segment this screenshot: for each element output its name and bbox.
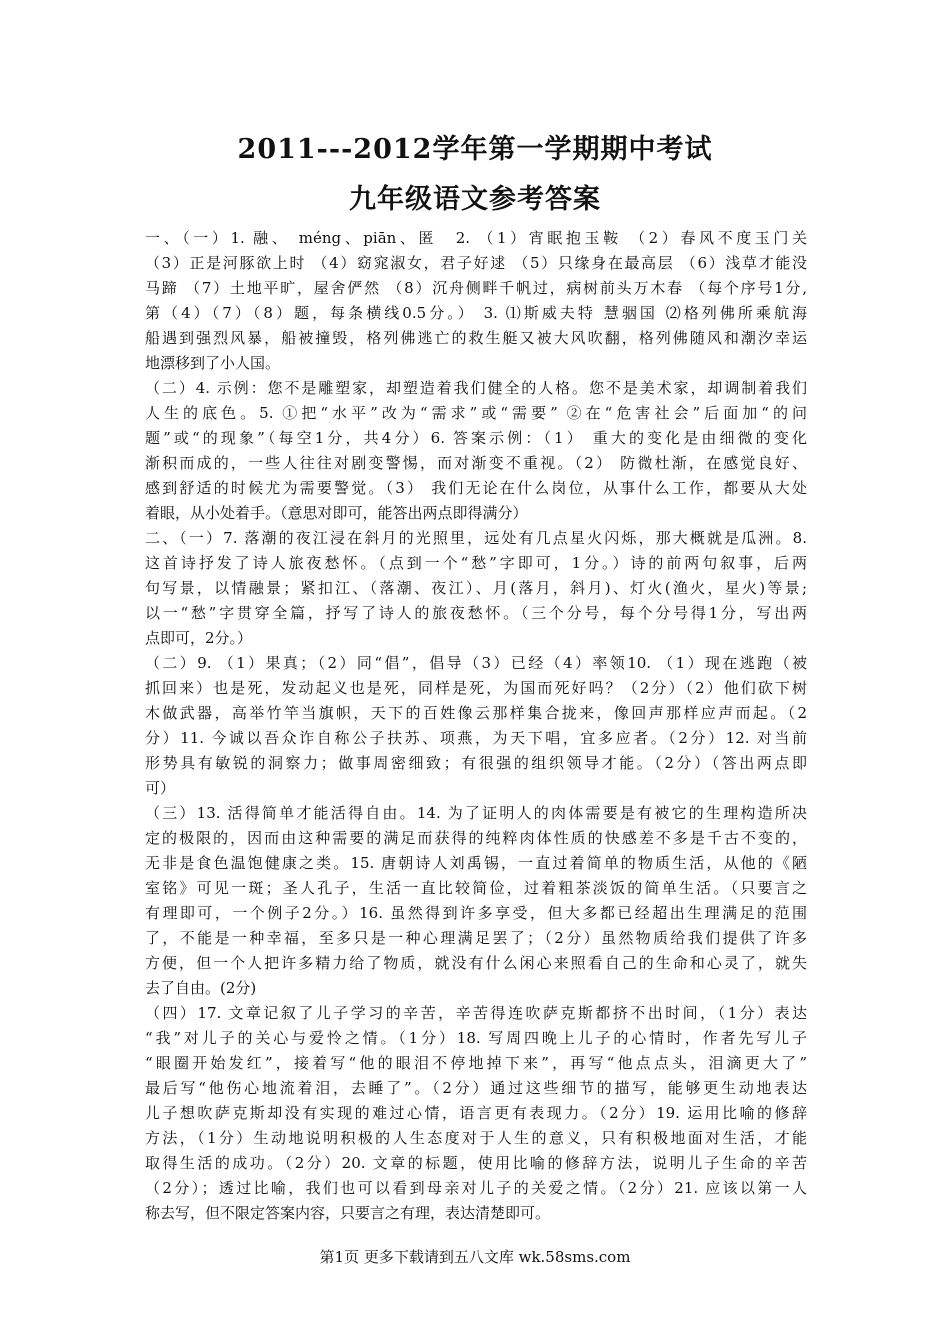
text-line: 去了自由。(2分) (145, 979, 257, 997)
answer-paragraph (145, 526, 807, 651)
text-line: 以一“愁”字贯穿全篇，抒写了诗人的旅夜愁怀。（三个分号，每个分号得1分，写出两 (145, 604, 807, 622)
text-line: 称去写，但不限定答案内容，只要言之有理，表达清楚即可。 (145, 1204, 551, 1222)
text-line: 取得生活的成功。（2分）20. 文章的标题，使用比喻的修辞方法，说明儿子生命的辛苦 (145, 1154, 807, 1172)
text-line: 可） (145, 779, 176, 797)
text-line: 有理即可，一个例子2分。）16. 虽然得到许多享受，但大多都已经超出生理满足的范围 (145, 904, 807, 922)
answer-body (145, 226, 807, 1226)
text-line: 渐积而成的，一些人往往对剧变警惕，而对渐变不重视。（2） 防微杜渐，在感觉良好、 (145, 454, 807, 472)
text-line: 马蹄 （7）土地平旷，屋舍俨然 （8）沉舟侧畔千帆过，病树前头万木春 （每个序号1分, (145, 279, 807, 297)
document-subtitle: 九年级语文参考答案 (349, 184, 601, 215)
text-line: 地漂移到了小人国。 (145, 354, 281, 372)
text-line: （四）17. 文章记叙了儿子学习的辛苦，辛苦得连吹萨克斯都挤不出时间，（1分）表达 (145, 1004, 807, 1022)
text-line: 感到舒适的时候尤为需要警觉。（3） 我们无论在什么岗位，从事什么工作，都要从大处 (145, 479, 807, 497)
text-line: 二、（一）7. 落潮的夜江浸在斜月的光照里，远处有几点星火闪烁，那大概就是瓜洲。8. (145, 529, 807, 547)
text-line: （二）4. 示例：您不是雕塑家，却塑造着我们健全的人格。您不是美术家，却调制着我们 (145, 379, 807, 397)
text-line: 抓回来）也是死，发动起义也是死，同样是死，为国而死好吗？（2分）（2）他们砍下树 (145, 679, 807, 697)
text-line: （三）13. 活得简单才能活得自由。14. 为了证明人的肉体需要是有被它的生理构造所决 (145, 804, 807, 822)
text-line: （2分）；透过比喻，我们也可以看到母亲对儿子的关爱之情。（2分）21. 应该以第一人 (145, 1179, 807, 1197)
text-line: 人生的底色。5. ①把“水平”改为“需求”或“需要” ②在“危害社会”后面加“的问 (145, 404, 807, 422)
text-line: 儿子想吹萨克斯却没有实现的难过心情，语言更有表现力。（2分）19. 运用比喻的修辞 (145, 1104, 807, 1122)
text-line: 船遇到强烈风暴，船被撞毁，格列佛逃亡的救生艇又被大风吹翻，格列佛随风和潮汐幸运 (145, 329, 807, 347)
page-footer: 第1页 更多下载请到五八文库 wk.58sms.com (319, 1248, 631, 1266)
text-line: （二）9. （1）果真；（2）同“倡”，倡导（3）已经（4）率领10. （1）现在逃跑（被 (145, 654, 807, 672)
answer-paragraph (145, 1001, 807, 1226)
answer-paragraph (145, 376, 807, 526)
text-line: 点即可，2分。） (145, 629, 253, 647)
text-line: 无非是食色温饱健康之类。15. 唐朝诗人刘禹锡，一直过着简单的物质生活，从他的《陋 (145, 854, 807, 872)
text-line: 定的极限的，因而由这种需要的满足而获得的纯粹肉体性质的快感差不多是千古不变的， (145, 829, 807, 847)
text-line: （3）正是河豚欲上时 （4）窈窕淑女，君子好逑 （5）只缘身在最高层 （6）浅草才能没 (145, 254, 807, 272)
text-line: 句写景，以情融景；紧扣江、（落潮、夜江）、月(落月，斜月)、灯火(渔火，星火)等景; (145, 579, 807, 597)
text-line: 分）11. 今诚以吾众诈自称公子扶苏、项燕，为天下唱，宜多应者。（2分）12. 对当前 (145, 729, 807, 747)
text-line: 一、（一）1. 融、 méng、piān、匿 2. （1）宵眠抱玉鞍 （2）春风不度玉门关 (145, 229, 807, 247)
text-line: “我”对儿子的关心与爱怜之情。（1分）18. 写周四晚上儿子的心情时，作者先写儿子 (145, 1029, 807, 1047)
document-title: 2011---2012学年第一学期期中考试 (237, 134, 713, 165)
text-line: 这首诗抒发了诗人旅夜愁怀。（点到一个“愁”字即可，1分。）诗的前两句叙事，后两 (145, 554, 807, 572)
text-line: 了，不能是一种幸福，至多只是一种心理满足罢了；（2分）虽然物质给我们提供了许多 (145, 929, 807, 947)
answer-paragraph (145, 651, 807, 801)
text-line: “眼圈开始发红”，接着写“他的眼泪不停地掉下来”，再写“他点点头，泪滴更大了” (145, 1054, 807, 1072)
answer-paragraph (145, 226, 807, 376)
text-line: 方法，（1分）生动地说明积极的人生态度对于人生的意义，只有积极地面对生活，才能 (145, 1129, 807, 1147)
text-line: 方便，但一个人把许多精力给了物质，就没有什么闲心来照看自己的生命和心灵了，就失 (145, 954, 807, 972)
text-line: 形势具有敏锐的洞察力；做事周密细致；有很强的组织领导才能。（2分）（答出两点即 (145, 754, 807, 772)
text-line: 最后写“他伤心地流着泪，去睡了”。（2分）通过这些细节的描写，能够更生动地表达 (145, 1079, 807, 1097)
text-line: 木做武器，高举竹竿当旗帜，天下的百姓像云那样集合拢来，像回声那样应声而起。（2 (145, 704, 807, 722)
text-line: 室铭》可见一斑；圣人孔子，生活一直比较简俭，过着粗茶淡饭的简单生活。（只要言之 (145, 879, 807, 897)
text-line: 题”或“的现象”（每空1分，共4分）6. 答案示例：（1） 重大的变化是由细微的变化 (145, 429, 807, 447)
text-line: 着眼，从小处着手。（意思对即可，能答出两点即得满分） (145, 504, 528, 522)
text-line: 第（4）（7）（8）题，每条横线0.5分。） 3. ⑴斯威夫特 慧骃国 ⑵格列佛所乘航海 (145, 304, 807, 322)
answer-paragraph (145, 801, 807, 1001)
